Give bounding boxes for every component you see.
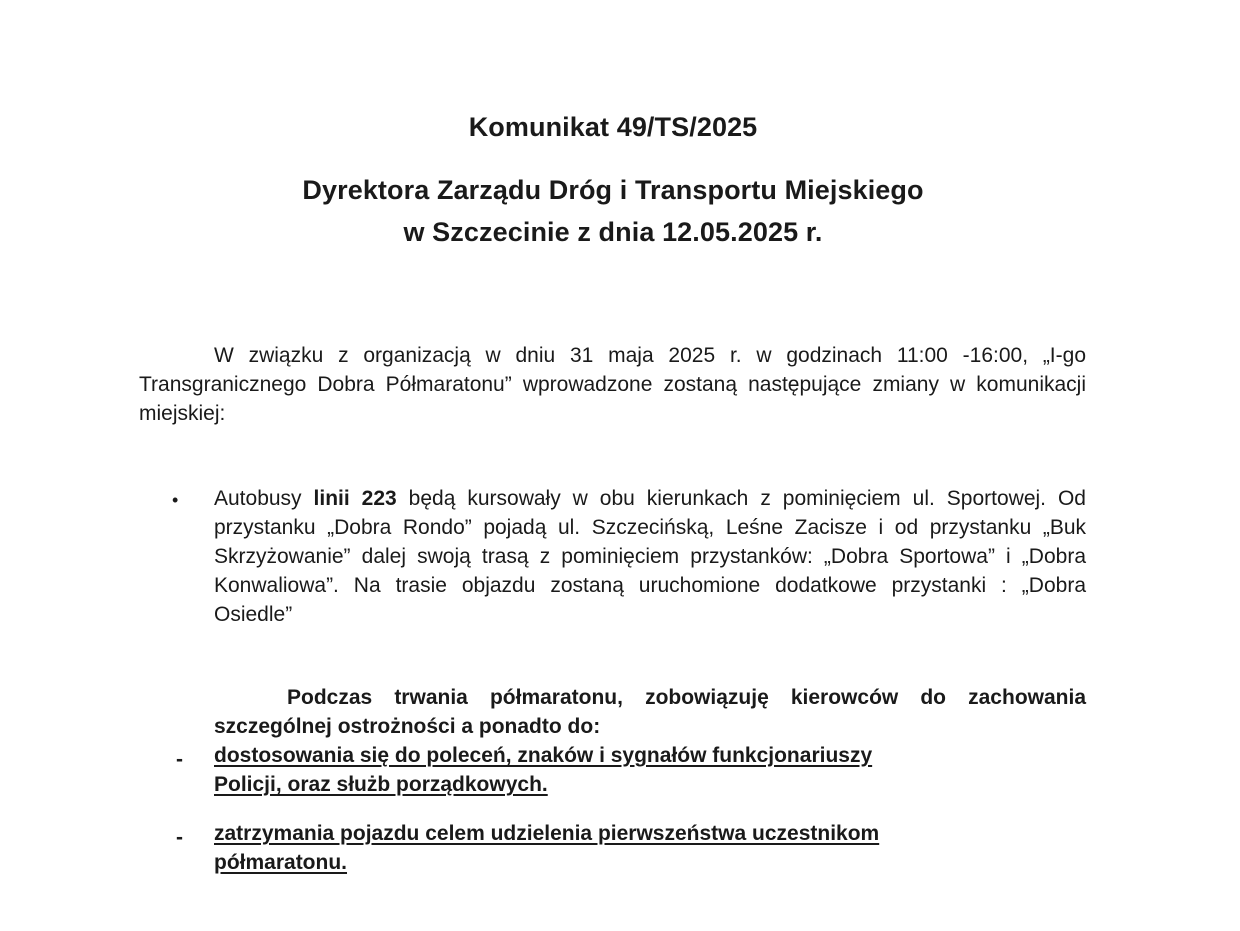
bus-change-prefix: Autobusy (214, 487, 314, 510)
bus-change-details: będą kursowały w obu kierunkach z pominięciem ul. Sportowej. Od przystanku „Dobra Rondo” pojadą ul. Szczecińską, Leśne Zacisze i od przystanku „Buk Skrzyżowanie” dalej swoją trasą z pominięciem przystanków: „Dobra Sportowa” i „Dobra Konwaliowa”. Na trasie objazdu zostaną uruchomione dodatkowe przystanki : „Dobra Osiedle” (214, 487, 1086, 626)
bus-change-paragraph (214, 484, 1086, 629)
document-title: Komunikat 49/TS/2025 (468, 112, 758, 142)
obligation-item (214, 819, 1034, 877)
obligation-line: półmaratonu. (214, 851, 348, 874)
obligation-dash: - (176, 748, 183, 771)
obligation-line: Policji, oraz służb porządkowych. (214, 773, 548, 796)
document-subtitle-line1: Dyrektora Zarządu Dróg i Transportu Miejskiego (302, 175, 924, 205)
drivers-warning-paragraph: Podczas trwania półmaratonu, zobowiązuję kierowców do zachowania szczególnej ostrożności a ponadto do: (214, 686, 1086, 738)
bus-line-number: linii 223 (313, 487, 397, 510)
obligation-line: zatrzymania pojazdu celem udzielenia pierwszeństwa uczestnikom (214, 822, 880, 845)
bullet-marker: • (172, 490, 179, 510)
intro-paragraph: W związku z organizacją w dniu 31 maja 2025 r. w godzinach 11:00 -16:00, „I-go Transgranicznego Dobra Półmaratonu” wprowadzone zostaną następujące zmiany w komunikacji miejskiej: (139, 344, 1086, 425)
obligation-line: dostosowania się do poleceń, znaków i sygnałów funkcjonariuszy (214, 744, 873, 767)
obligation-item (214, 741, 1034, 799)
document-subtitle-line2: w Szczecinie z dnia 12.05.2025 r. (403, 217, 823, 247)
obligation-dash: - (176, 826, 183, 849)
